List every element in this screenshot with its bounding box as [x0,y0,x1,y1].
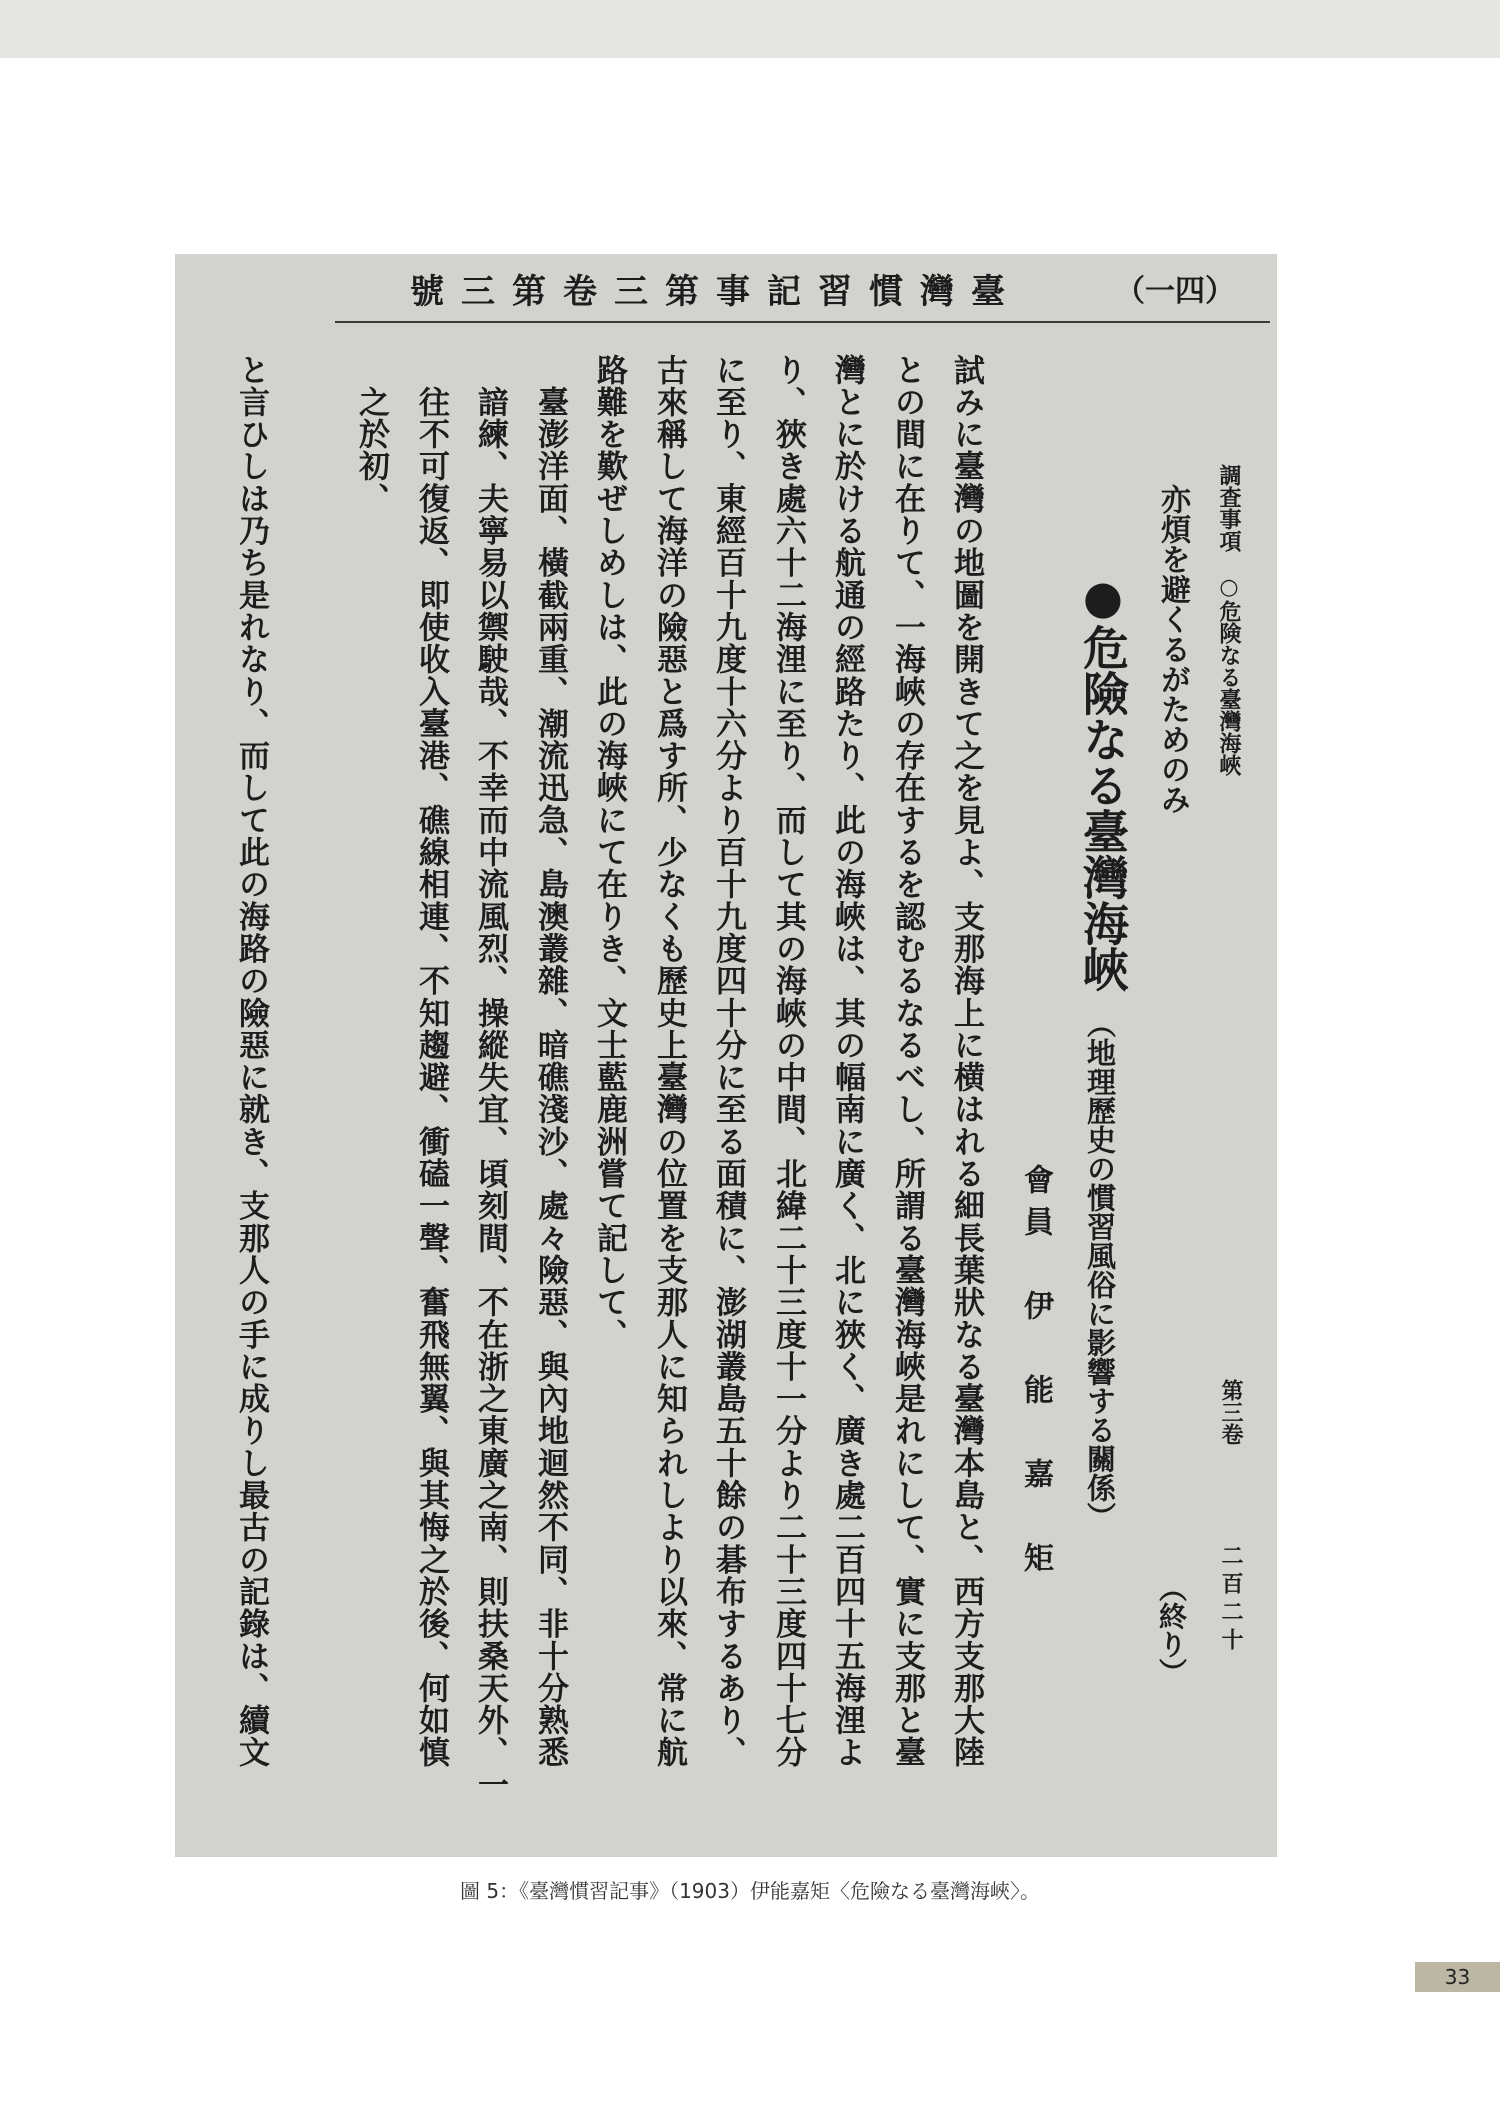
volume-label: 第三卷 [1218,1379,1244,1445]
text-line: 路難を歎ぜしめしは、此の海峽にて在りき、文士藍鹿洲嘗て記して、 [591,354,627,1351]
text-line: 試みに臺灣の地圖を開きて之を見よ、支那海上に横はれる細長葉狀なる臺灣本島と、西方支那大陸 [948,354,984,1769]
page-number-kanji: 二百二十 [1218,1544,1244,1656]
article-subtitle: （地理歷史の慣習風俗に影響する關係） [1083,1009,1117,1531]
author-line: 會員 伊 能 嘉 矩 [1018,1164,1053,1584]
figure-caption: 圖 5：《臺灣慣習記事》（1903）伊能嘉矩〈危險なる臺灣海峽〉。 [460,1879,1040,1903]
end-mark: （終り） [1155,1574,1188,1686]
running-head: 調査事項 ○危険なる臺灣海峽 [1216,464,1242,776]
quote-line: 之於初、 [353,354,389,515]
scanned-journal-page [175,254,1277,1857]
article-title: ●危險なる臺灣海峽 [1076,570,1130,992]
quote-line: 往不可復返、即使收入臺港、礁線相連、不知趨避、衝磕一聲、奮飛無翼、與其悔之於後、何如慎 [413,354,449,1769]
text-line: との間に在りて、一海峽の存在するを認むるなるべし、所謂る臺灣海峽是れにして、實に支那と臺 [889,354,925,1769]
text-line: に至り、東經百十九度十六分より百十九度四十分に至る面積に、澎湖叢島五十餘の碁布するあり、 [710,354,746,1769]
header-rule [335,321,1270,323]
quote-line: 臺澎洋面、橫截兩重、潮流迅急、島澳叢雜、暗礁淺沙、處々險惡、與內地迴然不同、非十分熟悉 [532,354,568,1769]
page-number: 33 [1415,1962,1500,1992]
page-marker: （一四） [1115,274,1235,309]
text-line: と言ひしは乃ち是れなり、而して此の海路の險惡に就き、支那人の手に成りし最古の記錄は、續文 [233,354,269,1769]
text-line: り、狹き處六十二海浬に至り、而して其の海峽の中間、北緯二十三度十一分より二十三度四十七分 [770,354,806,1769]
text-line: 古來稱して海洋の險惡と爲す所、少なくも歷史上臺灣の位置を支那人に知られしより以來、常に航 [651,354,687,1769]
quote-line: 諳練、夫寧易以禦駛哉、不幸而中流風烈、操縱失宜、頃刻間、不在浙之東廣之南、則扶桑天外、一 [472,354,508,1801]
prev-article-last-line: 亦煩を避くるがためのみ [1155,484,1190,814]
top-band [0,0,1500,58]
text-line: 灣とに於ける航通の經路たり、此の海峽は、其の幅南に廣く、北に狹く、廣き處二百四十五海浬よ [829,354,865,1769]
journal-header: 號三第卷三第事記習慣灣臺 [410,272,1022,312]
